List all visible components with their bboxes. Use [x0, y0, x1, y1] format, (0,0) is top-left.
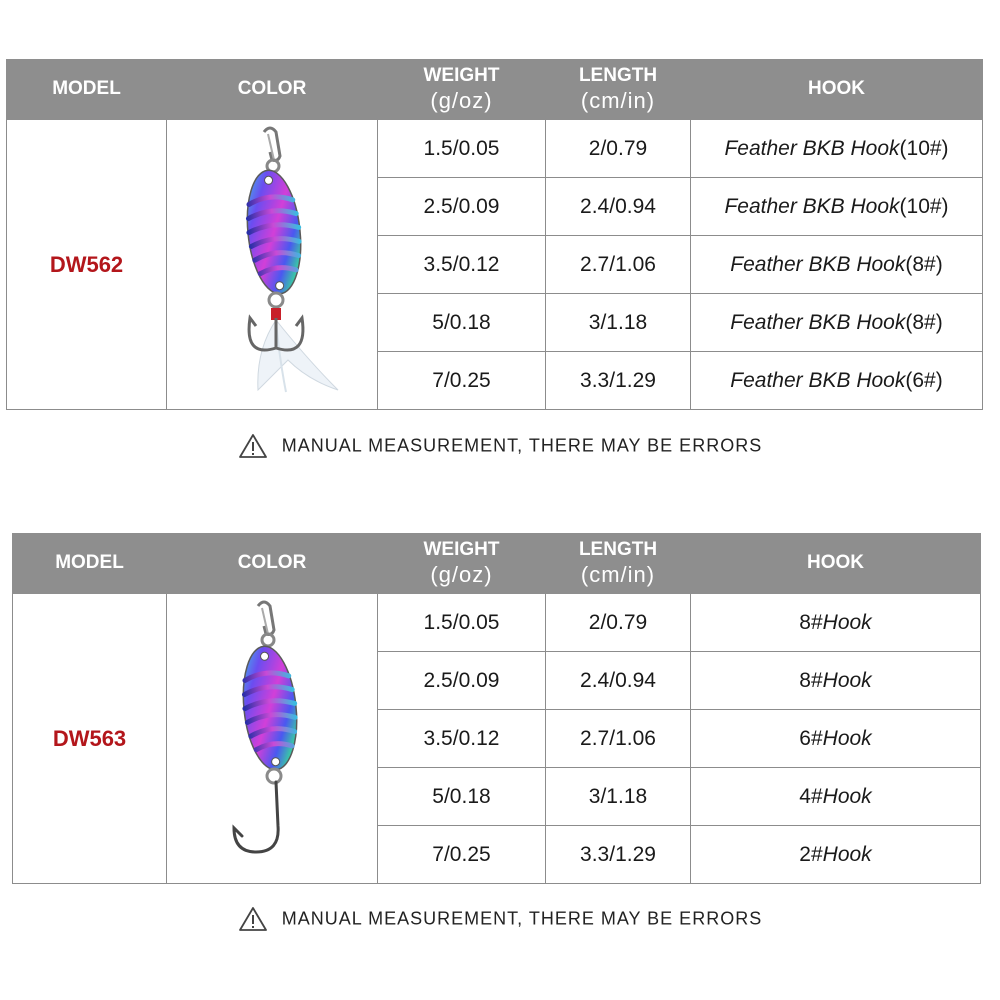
- hook-cell: [691, 594, 981, 652]
- header-model: MODEL: [7, 60, 167, 120]
- hook-name: Feather BKB Hook: [724, 194, 900, 218]
- warning-triangle-icon: [238, 433, 268, 459]
- hook-name: Feather BKB Hook: [724, 136, 900, 160]
- weight-cell: 5/0.18: [378, 768, 546, 826]
- model-cell: DW563: [13, 594, 167, 884]
- weight-cell: 1.5/0.05: [378, 120, 546, 178]
- length-cell: 2/0.79: [546, 594, 691, 652]
- color-image-cell: [167, 594, 378, 884]
- weight-cell: 2.5/0.09: [378, 652, 546, 710]
- warning-triangle-icon: [238, 906, 268, 932]
- table-header-row: [13, 534, 981, 594]
- hook-cell: [691, 236, 983, 294]
- hook-size: 2#: [799, 842, 823, 866]
- length-cell: 3/1.18: [546, 294, 691, 352]
- hook-name: Feather BKB Hook: [730, 368, 906, 392]
- length-cell: 2.4/0.94: [546, 652, 691, 710]
- spoon-lure-feather-treble-icon: [172, 122, 372, 402]
- length-cell: 2/0.79: [546, 120, 691, 178]
- measurement-notice: [0, 906, 1000, 932]
- length-cell: 2.4/0.94: [546, 178, 691, 236]
- notice-text: MANUAL MEASUREMENT, THERE MAY BE ERRORS: [281, 435, 763, 456]
- length-cell: 3/1.18: [546, 768, 691, 826]
- length-cell: 2.7/1.06: [546, 236, 691, 294]
- table-header-row: [7, 60, 983, 120]
- header-color: COLOR: [167, 60, 378, 120]
- weight-cell: 7/0.25: [378, 826, 546, 884]
- length-cell: 3.3/1.29: [546, 352, 691, 410]
- hook-name: Feather BKB Hook: [730, 310, 906, 334]
- hook-cell: [691, 294, 983, 352]
- hook-size: (10#): [899, 136, 949, 160]
- hook-cell: [691, 178, 983, 236]
- table-row: [13, 594, 981, 652]
- header-hook: HOOK: [691, 534, 981, 594]
- header-color: COLOR: [167, 534, 378, 594]
- weight-cell: 7/0.25: [378, 352, 546, 410]
- spoon-lure-single-hook-icon: [172, 596, 372, 876]
- header-weight: WEIGHT (g/oz): [378, 534, 546, 594]
- hook-size: (8#): [905, 310, 943, 334]
- hook-name: Hook: [822, 726, 872, 750]
- model-cell: DW562: [7, 120, 167, 410]
- hook-size: 8#: [799, 668, 823, 692]
- hook-name: Feather BKB Hook: [730, 252, 906, 276]
- hook-size: 8#: [799, 610, 823, 634]
- spec-table-dw563: [12, 533, 981, 884]
- weight-cell: 3.5/0.12: [378, 236, 546, 294]
- header-hook: HOOK: [691, 60, 983, 120]
- hook-size: (8#): [905, 252, 943, 276]
- length-cell: 3.3/1.29: [546, 826, 691, 884]
- hook-name: Hook: [822, 668, 872, 692]
- header-model: MODEL: [13, 534, 167, 594]
- length-cell: 2.7/1.06: [546, 710, 691, 768]
- hook-cell: [691, 352, 983, 410]
- hook-size: (10#): [899, 194, 949, 218]
- header-length: LENGTH (cm/in): [546, 534, 691, 594]
- measurement-notice: [0, 433, 1000, 459]
- hook-size: 6#: [799, 726, 823, 750]
- weight-cell: 2.5/0.09: [378, 178, 546, 236]
- weight-cell: 5/0.18: [378, 294, 546, 352]
- notice-text: MANUAL MEASUREMENT, THERE MAY BE ERRORS: [281, 908, 763, 929]
- hook-cell: [691, 652, 981, 710]
- weight-cell: 1.5/0.05: [378, 594, 546, 652]
- hook-name: Hook: [822, 842, 872, 866]
- color-image-cell: [167, 120, 378, 410]
- spec-table-dw562: [6, 59, 983, 410]
- header-weight: WEIGHT (g/oz): [378, 60, 546, 120]
- hook-cell: [691, 826, 981, 884]
- header-length: LENGTH (cm/in): [546, 60, 691, 120]
- hook-size: 4#: [799, 784, 823, 808]
- weight-cell: 3.5/0.12: [378, 710, 546, 768]
- hook-size: (6#): [905, 368, 943, 392]
- hook-cell: [691, 120, 983, 178]
- table-row: [7, 120, 983, 178]
- hook-cell: [691, 768, 981, 826]
- hook-name: Hook: [822, 610, 872, 634]
- hook-cell: [691, 710, 981, 768]
- hook-name: Hook: [822, 784, 872, 808]
